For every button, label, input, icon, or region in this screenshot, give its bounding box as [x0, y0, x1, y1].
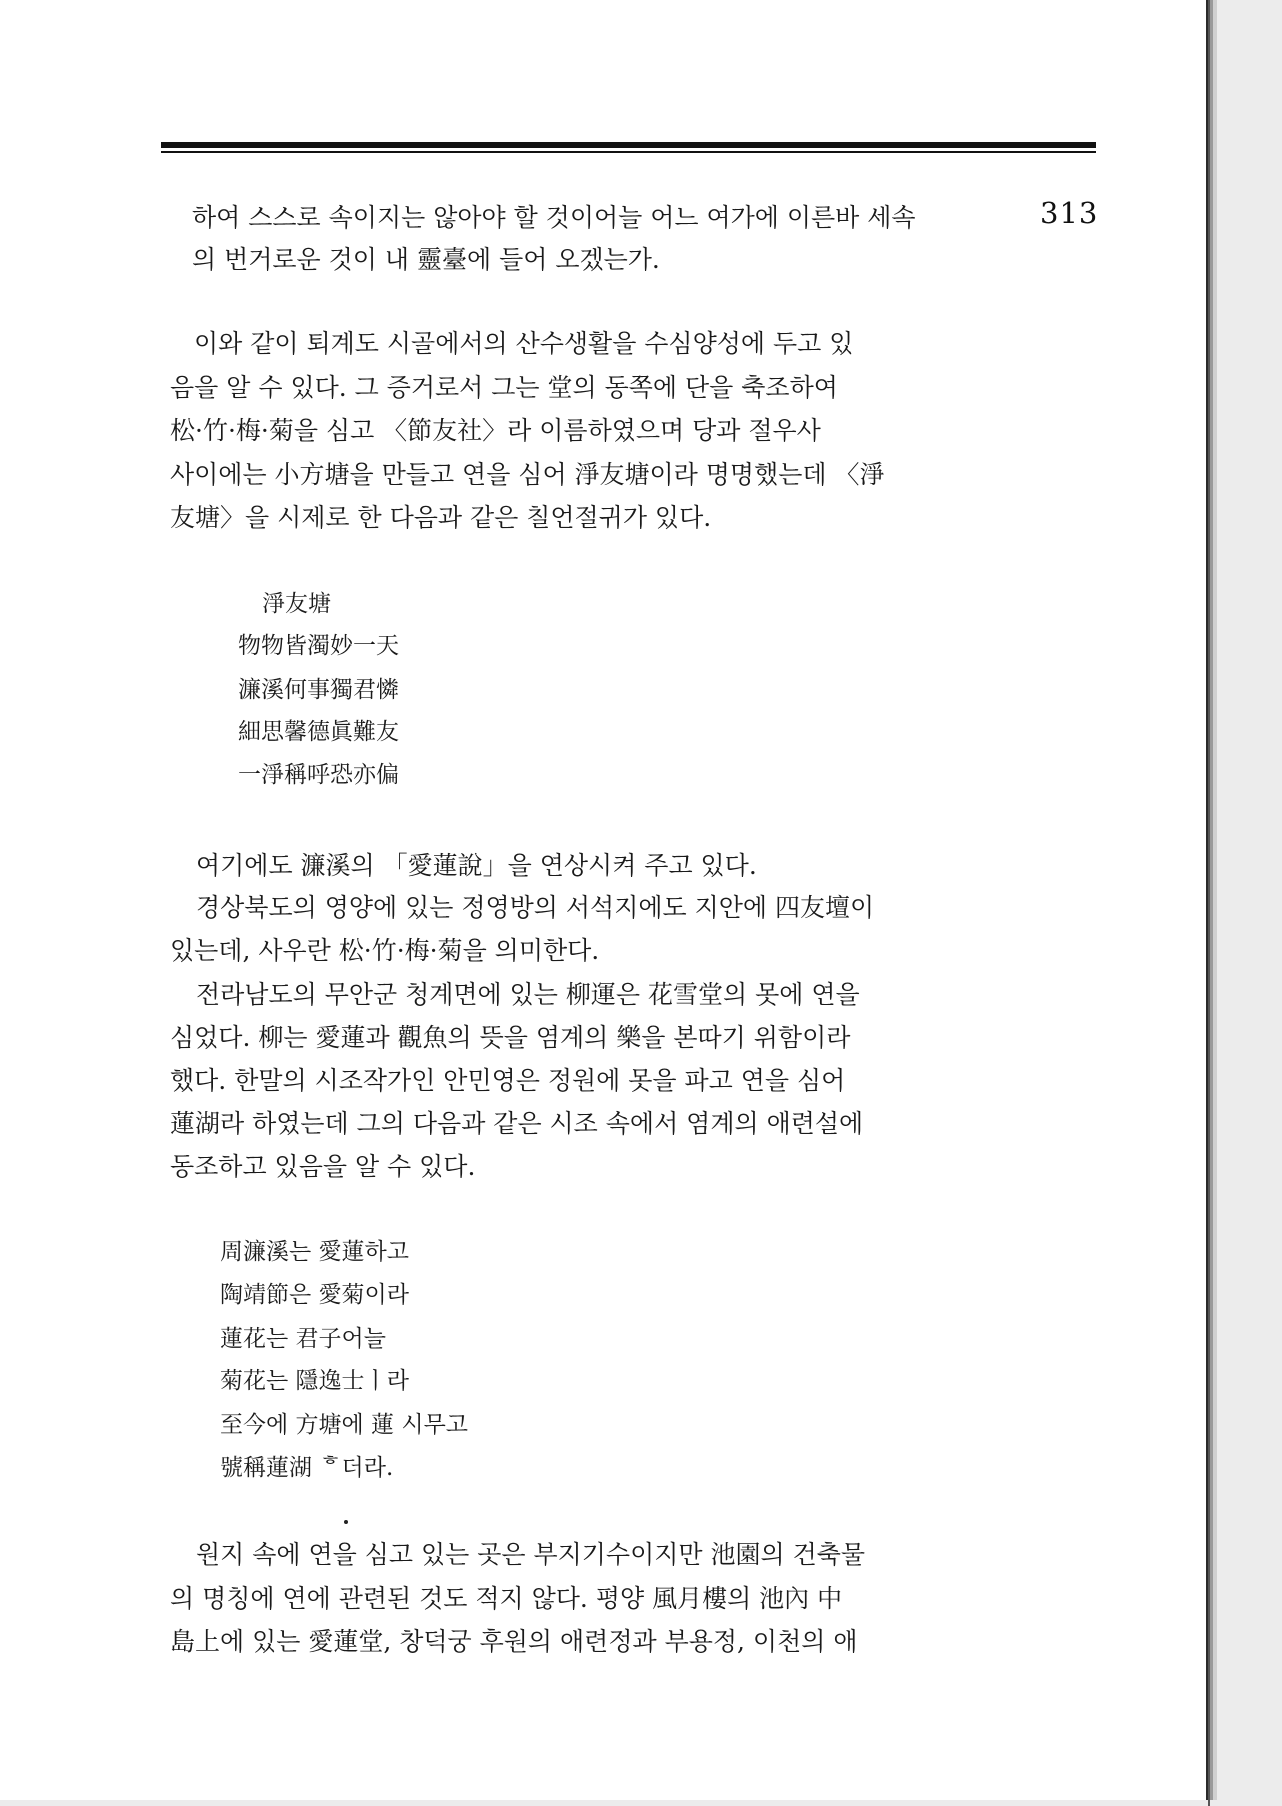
poem-line: 物物皆濁妙一天: [238, 633, 399, 659]
poem-line: 至今에 方塘에 蓮 시무고: [220, 1412, 469, 1438]
poem-line: 濂溪何事獨君憐: [238, 677, 399, 703]
poem-line: 細思馨德眞難友: [238, 719, 399, 745]
poem-line: 菊花는 隱逸士ㅣ라: [220, 1368, 409, 1394]
poem-line: 陶靖節은 愛菊이라: [220, 1282, 409, 1308]
text-line: 심었다. 柳는 愛蓮과 觀魚의 뜻을 염계의 樂을 본따기 위함이라: [170, 1023, 851, 1052]
page-number: 313: [1040, 196, 1099, 230]
text-line: 있는데, 사우란 松·竹·梅·菊을 의미한다.: [170, 936, 600, 965]
text-line: 음을 알 수 있다. 그 증거로서 그는 堂의 동쪽에 단을 축조하여: [170, 373, 838, 402]
text-line: 友塘〉을 시제로 한 다음과 같은 칠언절귀가 있다.: [170, 503, 712, 532]
text-line: 했다. 한말의 시조작가인 안민영은 정원에 못을 파고 연을 심어: [170, 1066, 846, 1095]
text-line: 島上에 있는 愛蓮堂, 창덕궁 후원의 애련정과 부용정, 이천의 애: [170, 1627, 858, 1656]
poem-title: 淨友塘: [262, 591, 331, 617]
text-line: 여기에도 濂溪의 「愛蓮說」을 연상시켜 주고 있다.: [196, 851, 757, 880]
poem-line: 周濂溪는 愛蓮하고: [220, 1239, 409, 1265]
stray-dot: [344, 1520, 348, 1524]
text-line: 동조하고 있음을 알 수 있다.: [170, 1152, 476, 1181]
text-line: 蓮湖라 하였는데 그의 다음과 같은 시조 속에서 염계의 애련설에: [170, 1109, 864, 1138]
text-line: 하여 스스로 속이지는 않아야 할 것이어늘 어느 여가에 이른바 세속: [192, 203, 916, 232]
header-rule-thick: [161, 142, 1096, 148]
header-rule: [161, 142, 1096, 154]
poem-line: 蓮花는 君子어늘: [220, 1326, 386, 1352]
text-line: 사이에는 小方塘을 만들고 연을 심어 淨友塘이라 명명했는데 〈淨: [170, 460, 885, 489]
text-line: 의 명칭에 연에 관련된 것도 적지 않다. 평양 風月樓의 池內 中: [170, 1584, 843, 1613]
text-line: 경상북도의 영양에 있는 정영방의 서석지에도 지안에 四友壇이: [196, 893, 875, 922]
header-rule-thin: [161, 151, 1096, 153]
text-line: 원지 속에 연을 심고 있는 곳은 부지기수이지만 池園의 건축물: [196, 1540, 866, 1569]
text-line: 의 번거로운 것이 내 靈臺에 들어 오겠는가.: [192, 245, 660, 274]
text-line: 이와 같이 퇴계도 시골에서의 산수생활을 수심양성에 두고 있: [194, 329, 854, 358]
text-line: 전라남도의 무안군 청계면에 있는 柳運은 花雪堂의 못에 연을: [196, 980, 860, 1009]
text-line: 松·竹·梅·菊을 심고 〈節友社〉라 이름하였으며 당과 절우사: [170, 416, 821, 445]
page-edge: [1208, 0, 1210, 1806]
poem-line: 一淨稱呼恐亦偏: [238, 762, 399, 788]
poem-line: 號稱蓮湖 ᄒ더라.: [220, 1455, 394, 1481]
